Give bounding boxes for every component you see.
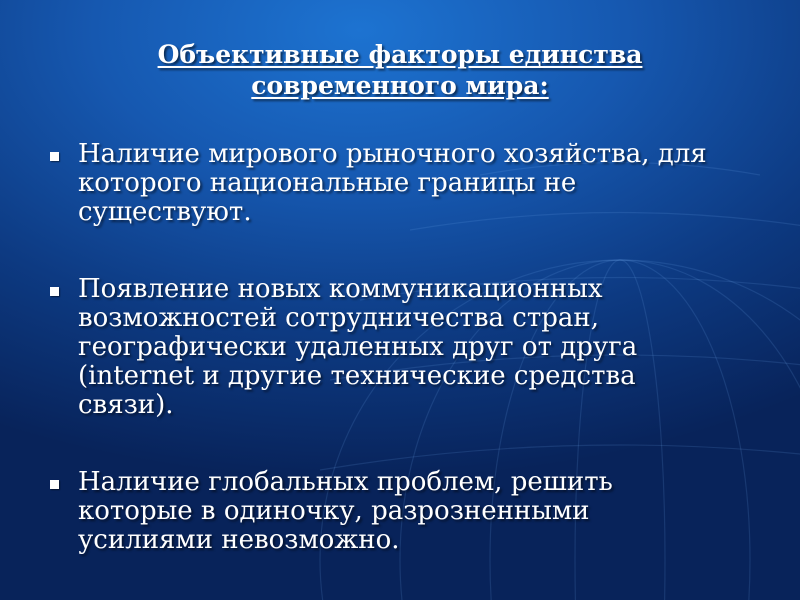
bullet-item	[46, 468, 766, 555]
bullet-text-line: Наличие мирового рыночного хозяйства, для	[78, 139, 707, 169]
bullet-text-line: усилиями невозможно.	[78, 525, 400, 555]
bullet-item	[46, 140, 766, 227]
bullet-text-line: которые в одиночку, разрозненными	[78, 496, 590, 526]
title-line: современного мира:	[251, 70, 549, 100]
bullet-text-line: которого национальные границы не	[78, 168, 577, 198]
square-bullet-icon	[50, 480, 59, 489]
bullet-list	[46, 140, 766, 555]
bullet-text-line: Появление новых коммуникационных	[78, 274, 603, 304]
title-line: Объективные факторы единства	[157, 40, 643, 69]
square-bullet-icon	[50, 287, 59, 296]
bullet-text-line: связи).	[78, 390, 174, 420]
bullet-text-line: возможностей сотрудничества стран,	[78, 303, 599, 333]
bullet-text-line: географически удаленных друг от друга	[78, 332, 638, 362]
square-bullet-icon	[50, 152, 59, 161]
slide-title	[100, 40, 700, 101]
bullet-text-line: Наличие глобальных проблем, решить	[78, 467, 613, 497]
bullet-text-line: существуют.	[78, 197, 252, 227]
bullet-text-line: (internet и другие технические средства	[78, 361, 636, 391]
bullet-item	[46, 275, 766, 420]
